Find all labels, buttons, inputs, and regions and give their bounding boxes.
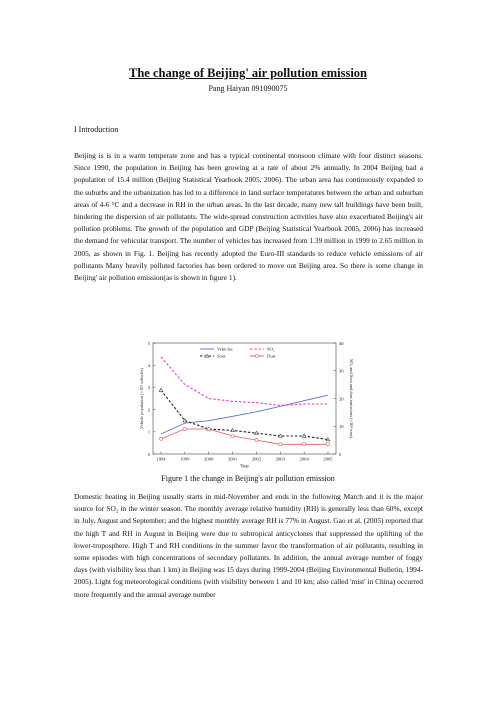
data-point-dust	[303, 443, 306, 446]
data-point-dust	[255, 439, 258, 442]
y-left-axis-label: Vehicle population (×10⁶ vehicles)	[139, 368, 144, 429]
author-line: Pang Haiyan 091090075	[208, 84, 288, 93]
y-right-tick-label: 20	[339, 396, 344, 402]
data-point-soot	[159, 388, 163, 391]
figure-caption: Figure 1 the change in Beijing's air pollution emission	[161, 474, 335, 483]
data-point-dust	[279, 443, 282, 446]
y-left-tick-label: 1	[147, 429, 150, 435]
data-point-dust	[159, 437, 162, 440]
series-line-soot	[161, 390, 328, 439]
x-tick-label: 2000	[204, 456, 214, 462]
series-line-so	[161, 357, 328, 406]
x-tick-label: 2004	[299, 456, 309, 462]
data-point-dust	[326, 443, 329, 446]
legend-label-vehicles: Vehicles	[217, 346, 233, 352]
data-point-dust	[183, 427, 186, 430]
legend-label-soot: Soot	[217, 353, 226, 359]
paragraph-intro: Beijing is is in a warm temperate zone and has a typical continental monsoon climate with four distinct seasons. Since 1990, the population in Beijing has been growing at a rate of about 2% annually. In 2004 Beijing had a population of 15.4 million (Beijing Statistical Yearbook 2005, 2006). The urban area has continuously expanded to the suburbs and the urbanization has led to a difference in land surface temperatures between the urban and suburban areas of 4-6 °C and a decrease in RH in the urban areas. In the last decade, many new tall buildings have been built, hindering the dispersion of air pollutants. The wide-spread construction activities have also exacerbated Beijing's air pollution problems. The growth of the population and GDP (Beijing Statistical Yearbook 2005, 2006) has increased the demand for vehicular transport. The number of vehicles has increased from 1.39 million in 1999 to 2.65 million in 2005, as shown in Fig. 1. Beijing has recently adopted the Euro-III standards to reduce vehicle emissions of air pollutants Many heavily polluted factories has been ordered to move out Beijing area. So there is some change in Beijing' air pollution emission(as is shown in figure 1).	[74, 151, 423, 283]
y-left-tick-label: 0	[147, 451, 150, 457]
y-left-tick-label: 5	[147, 340, 150, 346]
y-right-tick-label: 40	[339, 340, 344, 346]
paragraph-heating: Domestic heating in Beijing usually starts in mid-November and ends in the following March and it is the major source for SO₂ in the winter season. The monthly average relative humidity (RH) is generally less than 60%, except in July, August and September; and the highest monthly average RH is 77% in August. Gao et al. (2005) reported that the high T and RH in August in Beijing were due to subtropical anticyclones that suppressed the uplifting of the lower-troposphere. High T and RH conditions in the summer favor the transformation of air pollutants, resulting in some episodes with high concentrations of secondary pollutants. In addition, the annual average number of foggy days (with visibility less than 1 km) in Beijing was 15 days during 1999-2004 (Beijing Environmental Bulletin, 1994-2005). Light fog meteorological conditions (with visibility between 1 and 10 km; also called 'mist' in China) occurred more frequently and the annual average number	[74, 492, 423, 599]
data-point-dust	[207, 427, 210, 430]
data-point-dust	[231, 434, 234, 437]
legend-label-dust: Dust	[267, 353, 276, 359]
x-tick-label: 1999	[180, 456, 190, 462]
y-right-axis-label: SO₂ and Soot and dust emissions (×10⁴ tons)	[349, 359, 354, 438]
x-tick-label: 2001	[227, 456, 238, 462]
plot-frame	[153, 343, 336, 454]
x-tick-label: 1994	[156, 456, 166, 462]
x-tick-label: 2002	[251, 456, 262, 462]
emission-chart	[138, 336, 358, 470]
legend-marker-dust	[256, 355, 259, 358]
paper-title: The change of Beijing' air pollution emission	[129, 66, 367, 80]
y-left-tick-label: 3	[147, 385, 150, 391]
x-axis-label: Year	[240, 464, 249, 470]
y-left-tick-label: 4	[147, 363, 150, 368]
y-left-tick-label: 2	[147, 407, 150, 413]
y-right-tick-label: 30	[339, 368, 344, 374]
y-right-tick-label: 0	[339, 451, 342, 457]
section-heading: I Introduction	[74, 125, 119, 134]
x-tick-label: 2003	[275, 456, 285, 462]
y-right-tick-label: 10	[339, 424, 344, 430]
legend-label-so: SO₂	[267, 346, 275, 352]
x-tick-label: 2005	[323, 456, 333, 462]
